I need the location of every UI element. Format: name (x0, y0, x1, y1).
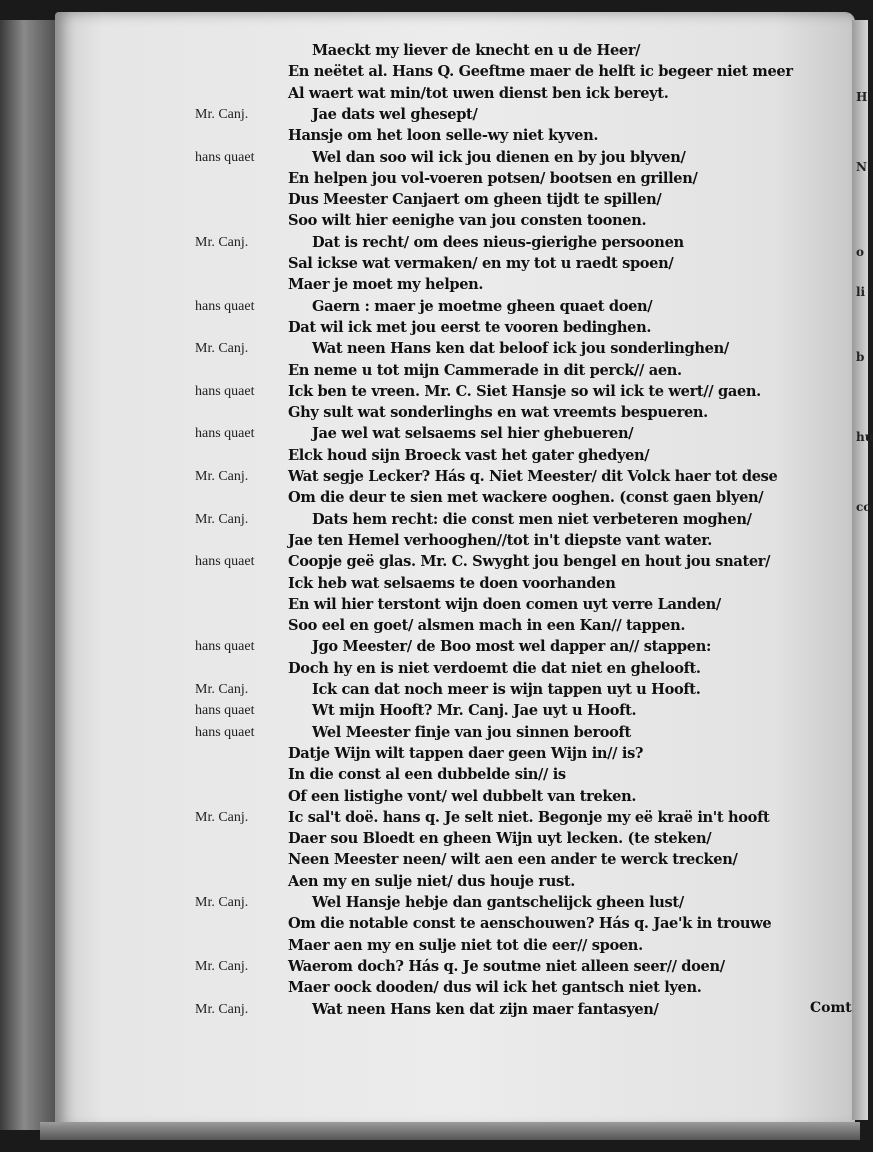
next-page-fragment: b (856, 350, 865, 364)
verse-text: Waerom doch? Hás q. Je soutme niet alleen seer// doen/ (288, 957, 725, 975)
verse-text: Wat segje Lecker? Hás q. Niet Meester/ dit Volck haer tot dese (288, 468, 778, 485)
verse-text: Dats hem recht: die const men niet verbeteren moghen/ (312, 510, 752, 528)
speaker-label: Mr. Canj. (195, 469, 249, 484)
verse-text: Dus Meester Canjaert om gheen tijdt te spillen/ (288, 191, 662, 209)
verse-text: Om die deur te sien met wackere ooghen. (const gaen blyen/ (288, 489, 764, 507)
verse-text: En neme u tot mijn Cammerade in dit perck// aen. (288, 361, 682, 379)
verse-text: Aen my en sulje niet/ dus houje rust. (288, 872, 575, 890)
verse-text: Coopje geë glas. Mr. C. Swyght jou bengel en hout jou snater/ (288, 553, 771, 571)
verse-text: Wel Meester finje van jou sinnen berooft (312, 723, 631, 741)
verse-text: Daer sou Bloedt en gheen Wijn uyt lecken. (te steken/ (288, 830, 712, 848)
verse-text: Gaern : maer je moetme gheen quaet doen/ (312, 297, 653, 315)
verse-text: Wel dan soo wil ick jou dienen en by jou blyven/ (312, 148, 686, 166)
next-page-edge (852, 20, 873, 1120)
verse-text: En helpen jou vol-voeren potsen/ bootsen en grillen/ (288, 169, 698, 187)
verse-text: Jae ten Hemel verhooghen//tot in't diepste vant water. (288, 531, 713, 549)
verse-text: Wt mijn Hooft? Mr. Canj. Jae uyt u Hooft. (312, 702, 637, 720)
verse-text: Ick ben te vreen. Mr. C. Siet Hansje so wil ick te wert// gaen. (288, 382, 761, 400)
speaker-label: hans quaet (195, 703, 255, 719)
verse-text: Om die notable const te aenschouwen? Hás q. Jae'k in trouwe (288, 915, 772, 933)
speaker-label: hans quaet (195, 724, 255, 740)
verse-text: Of een listighe vont/ wel dubbelt van treken. (288, 787, 637, 805)
speaker-label: Mr. Canj. (195, 958, 249, 974)
verse-text: Dat wil ick met jou eerst te vooren bedinghen. (288, 318, 652, 336)
verse-text: Ick heb wat selsaems te doen voorhanden (288, 574, 616, 592)
next-page-fragment: li (856, 285, 866, 299)
book-bottom-edge (40, 1122, 860, 1140)
verse-text: Neen Meester neen/ wilt aen een ander te werck trecken/ (288, 851, 738, 869)
speaker-label: Mr. Canj. (195, 682, 249, 697)
catchword: Comt (810, 1000, 852, 1016)
next-page-fragment: N (856, 160, 867, 174)
speaker-label: Mr. Canj. (195, 106, 249, 122)
verse-text: Dat is recht/ om dees nieus-gierighe persoonen (312, 233, 684, 251)
speaker-label: Mr. Canj. (195, 1001, 249, 1017)
verse-text: Ic sal't doë. hans q. Je selt niet. Begonje my eë kraë in't hooft (288, 808, 770, 826)
verse-text: Jae wel wat selsaems sel hier ghebueren/ (312, 425, 634, 443)
speaker-label: hans quaet (195, 426, 255, 442)
next-page-fragment: hu (856, 430, 873, 444)
verse-text: Ick can dat noch meer is wijn tappen uyt u Hooft. (312, 681, 701, 698)
verse-text: En wil hier terstont wijn doen comen uyt verre Landen/ (288, 595, 721, 613)
verse-text: Soo wilt hier eenighe van jou consten toonen. (288, 212, 647, 230)
speaker-label: hans quaet (195, 298, 255, 314)
book-binding-left (0, 20, 60, 1130)
verse-text: Wat neen Hans ken dat beloof ick jou sonderlinghen/ (312, 340, 729, 358)
verse-text: Maer je moet my helpen. (288, 276, 484, 294)
verse-text: Doch hy en is niet verdoemt die dat niet en ghelooft. (288, 659, 701, 677)
next-page-fragment: co (856, 500, 872, 514)
verse-text: Datje Wijn wilt tappen daer geen Wijn in// is? (288, 744, 644, 762)
verse-text: Maer aen my en sulje niet tot die eer// spoen. (288, 936, 643, 954)
verse-text: En neëtet al. Hans Q. Geeftme maer de helft ic begeer niet meer (288, 63, 793, 81)
speaker-label: hans quaet (195, 554, 255, 570)
verse-text: Jae dats wel ghesept/ (312, 105, 478, 123)
verse-text: Hansje om het loon selle-wy niet kyven. (288, 127, 599, 145)
speaker-label: Mr. Canj. (195, 809, 249, 825)
speaker-label: Mr. Canj. (195, 895, 249, 910)
verse-text: Elck houd sijn Broeck vast het gater ghedyen/ (288, 446, 650, 464)
verse-text: Sal ickse wat vermaken/ en my tot u raedt spoen/ (288, 255, 674, 272)
speaker-label: hans quaet (195, 383, 255, 399)
verse-text: Jgo Meester/ de Boo most wel dapper an// stappen: (312, 638, 712, 656)
verse-text: Soo eel en goet/ alsmen mach in een Kan// tappen. (288, 617, 686, 635)
speaker-label: Mr. Canj. (195, 341, 249, 357)
verse-text: Maer oock dooden/ dus wil ick het gantsch niet lyen. (288, 979, 702, 997)
verse-text: Wat neen Hans ken dat zijn maer fantasyen/ (312, 1000, 659, 1018)
verse-text: Wel Hansje hebje dan gantschelijck gheen lust/ (312, 894, 684, 911)
speaker-label: Mr. Canj. (195, 234, 249, 250)
speaker-label: Mr. Canj. (195, 511, 249, 527)
speaker-label: hans quaet (195, 149, 255, 165)
verse-text: Ghy sult wat sonderlinghs en wat vreemts bespueren. (288, 404, 708, 422)
next-page-fragment: o (856, 245, 865, 259)
speaker-label: hans quaet (195, 639, 255, 655)
verse-text: Maeckt my liever de knecht en u de Heer/ (312, 42, 641, 59)
verse-text: In die const al een dubbelde sin// is (288, 766, 566, 784)
next-page-fragment: H (856, 90, 868, 104)
verse-text: Al waert wat min/tot uwen dienst ben ick bereyt. (288, 84, 669, 102)
